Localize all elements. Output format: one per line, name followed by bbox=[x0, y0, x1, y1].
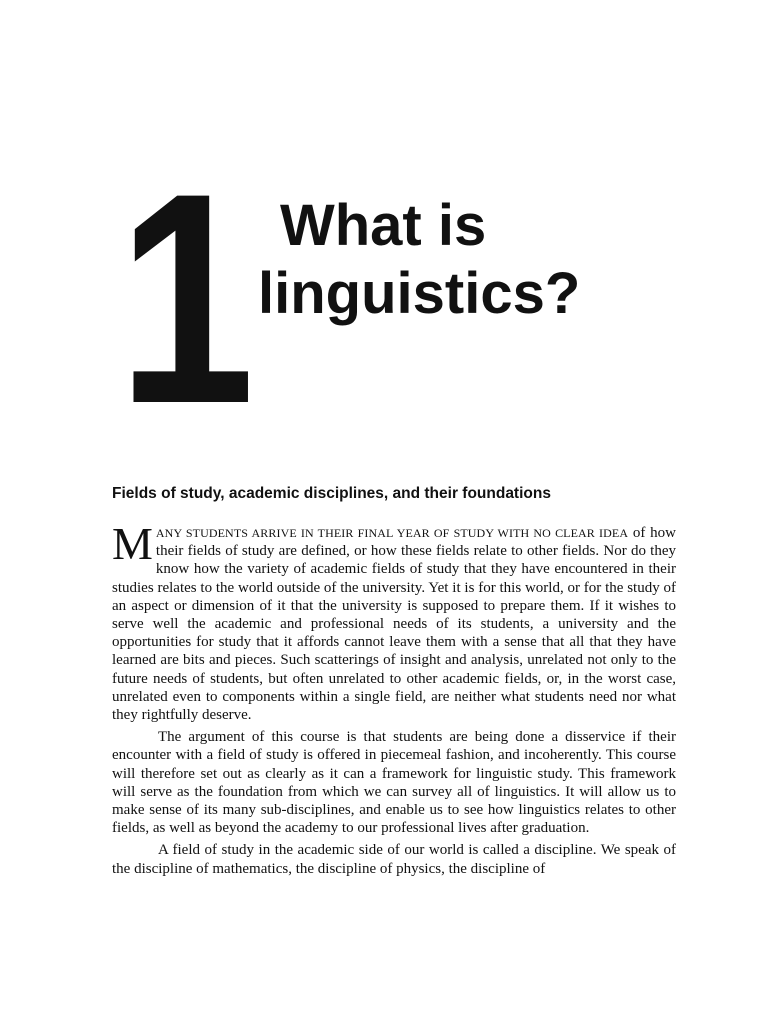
body-text bbox=[112, 518, 677, 882]
drop-cap: M bbox=[112, 518, 153, 569]
paragraph-1 bbox=[112, 518, 677, 724]
section-heading: Fields of study, academic disciplines, and their foundations bbox=[112, 485, 551, 502]
paragraph-1-text: of how their fields of study are defined, or how these fields relate to other fields. Nor do they know how the variety of academic fields of study that they have encountered in their studies relates to the world outside of the university. Yet it is for this world, or for the study of an aspect or dimension of it that the university is supposed to prepare them. If it wishes to serve well the academic and professional needs of its students, a university and the opportunities for study that it affords cannot leave them with a sense that all that they have learned are bits and pieces. Such scatterings of insight and analysis, unrelated not only to the future needs of students, but often unrelated to other academic fields, or, in the worst case, unrelated even to components within a single field, are neither what students need nor what they rightfully deserve. bbox=[112, 525, 677, 724]
chapter-title-line-1: What is bbox=[280, 193, 487, 258]
paragraph-2: The argument of this course is that students are being done a disservice if their encounter with a field of study is offered in piecemeal fashion, and incoherently. This course will therefore set out as clearly as it can a framework for linguistic study. This framework will serve as the foundation from which we can survey all of linguistics. It will allow us to make sense of its many sub-disciplines, and enable us to see how linguistics relates to other fields, as well as beyond the academy to our professional lives after graduation. bbox=[112, 729, 676, 837]
chapter-number: 1 bbox=[118, 130, 247, 466]
chapter-title bbox=[258, 192, 580, 328]
paragraph-1-lead: ANY STUDENTS ARRIVE IN THEIR FINAL YEAR OF STUDY WITH NO CLEAR IDEA bbox=[155, 526, 629, 540]
paragraph-3: A field of study in the academic side of our world is called a discipline. We speak of the discipline of mathematics, the discipline of physics, the discipline of bbox=[112, 842, 676, 877]
chapter-title-line-2: linguistics? bbox=[258, 261, 581, 326]
